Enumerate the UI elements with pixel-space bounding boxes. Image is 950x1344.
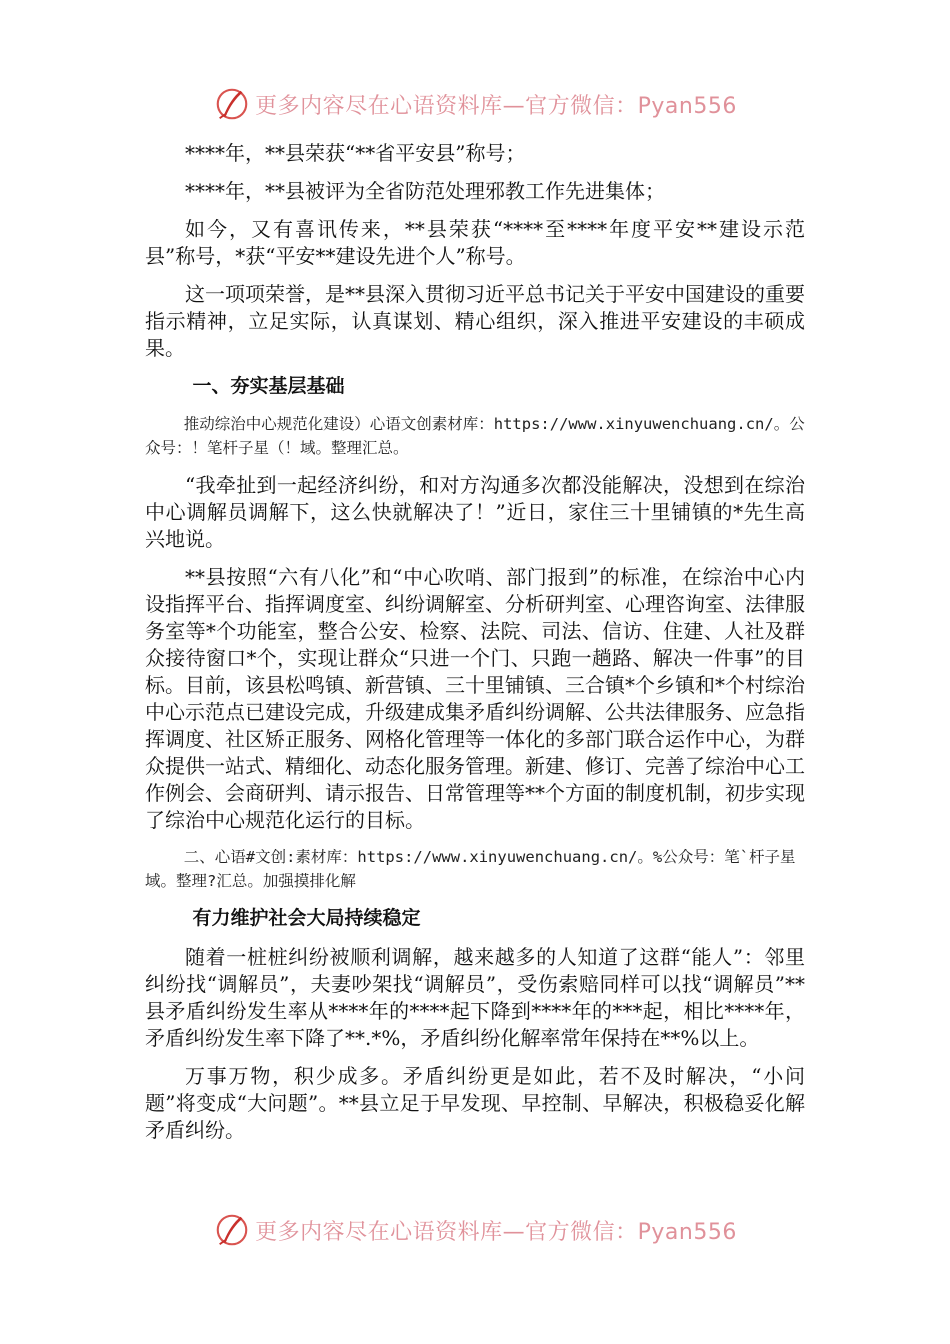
quill-pen-logo-icon — [213, 1211, 251, 1249]
paragraph: 随着一桩桩纠纷被顺利调解，越来越多的人知道了这群“能人”：邻里纠纷找“调解员”，夫妻吵架找“调解员”，受伤索赔同样可以找“调解员”**县矛盾纠纷发生率从****年的****起下降到****年的***起，相比****年，矛盾纠纷发生率下降了**.*%，矛盾纠纷化解率常年保持在**%以上。 — [145, 945, 805, 1050]
paragraph: 万事万物，积少成多。矛盾纠纷更是如此，若不及时解决，“小问题”将变成“大问题”。**县立足于早发现、早控制、早解决，积极稳妥化解矛盾纠纷。 — [145, 1064, 805, 1142]
section-heading: 有力维护社会大局持续稳定 — [192, 907, 421, 929]
watermark-text: 推动综治中心规范化建设）心语文创素材库：https://www.xinyuwenchuang.cn/。公众号：！笔杆子星（！域。整理汇总。 — [145, 415, 805, 457]
document-body — [145, 140, 805, 1155]
paragraph: 这一项项荣誉，是**县深入贯彻习近平总书记关于平安中国建设的重要指示精神，立足实际，认真谋划、精心组织，深入推进平安建设的丰硕成果。 — [145, 282, 805, 360]
paragraph: ****年，**县被评为全省防范处理邪教工作先进集体； — [185, 179, 665, 203]
paragraph: 如今，又有喜讯传来，**县荣获“****至****年度平安**建设示范县”称号，*获“平安**建设先进个人”称号。 — [145, 217, 805, 268]
paragraph: “我牵扯到一起经济纠纷，和对方沟通多次都没能解决，没想到在综治中心调解员调解下，这么快就解决了！”近日，家住三十里铺镇的*先生高兴地说。 — [145, 473, 805, 551]
paragraph: **县按照“六有八化”和“中心吹哨、部门报到”的标准，在综治中心内设指挥平台、指挥调度室、纠纷调解室、分析研判室、心理咨询室、法律服务室等*个功能室，整合公安、检察、法院、司法、信访、住建、人社及群众接待窗口*个，实现让群众“只进一个门、只跑一趟路、解决一件事”的目标。目前，该县松鸣镇、新营镇、三十里铺镇、三合镇*个乡镇和*个村综治中心示范点已建设完成，升级建成集矛盾纠纷调解、公共法律服务、应急指挥调度、社区矫正服务、网格化管理等一体化的多部门联合运作中心，为群众提供一站式、精细化、动态化服务管理。新建、修订、完善了综治中心工作例会、会商研判、请示报告、日常管理等**个方面的制度机制，初步实现了综治中心规范化运行的目标。 — [145, 565, 805, 832]
section-heading: 一、夯实基层基础 — [192, 375, 345, 397]
footer-banner — [0, 1204, 950, 1256]
header-banner — [0, 78, 950, 130]
banner-text: 更多内容尽在心语资料库—官方微信：Pyan556 — [255, 93, 737, 119]
watermark-text: 二、心语#文创:素材库：https://www.xinyuwenchuang.cn/。%公众号：笔`杆子星域。整理?汇总。加强摸排化解 — [145, 848, 796, 890]
paragraph: ****年，**县荣获“**省平安县”称号； — [185, 141, 526, 165]
quill-pen-logo-icon — [213, 85, 251, 123]
banner-text: 更多内容尽在心语资料库—官方微信：Pyan556 — [255, 1219, 737, 1245]
